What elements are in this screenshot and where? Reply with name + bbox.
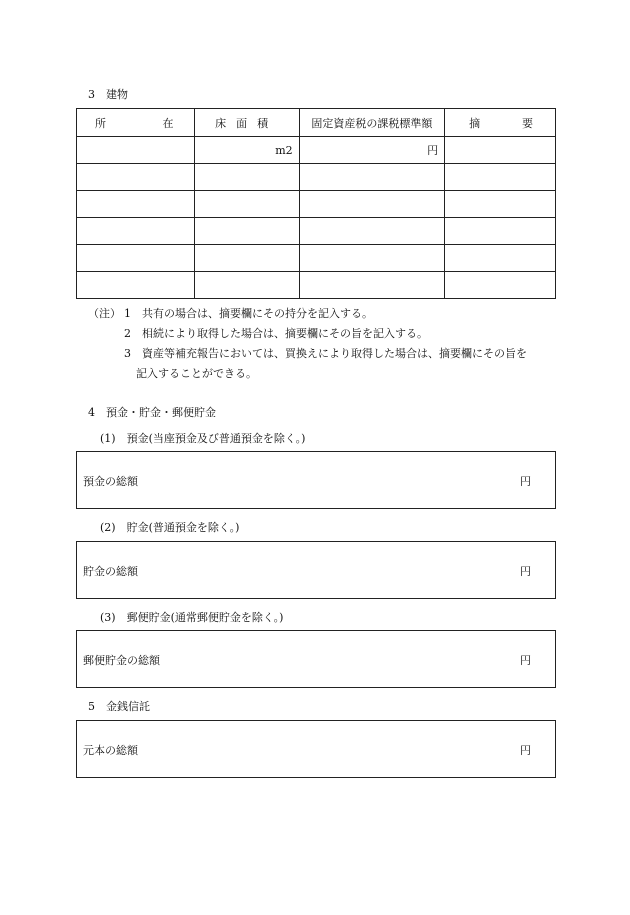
deposit-total-label: 預金の総額 bbox=[83, 475, 138, 488]
header-floor-area: 床面積 bbox=[194, 109, 299, 137]
cell-tax-base[interactable] bbox=[299, 218, 444, 245]
section-title-deposits: 4 預金・貯金・郵便貯金 bbox=[88, 406, 216, 419]
cell-location[interactable] bbox=[77, 164, 195, 191]
postal-savings-total-box[interactable] bbox=[76, 630, 556, 688]
note-1-text: 共有の場合は、摘要欄にその持分を記入する。 bbox=[142, 307, 373, 320]
table-row bbox=[77, 164, 556, 191]
note-2-text: 相続により取得した場合は、摘要欄にその旨を記入する。 bbox=[142, 327, 428, 340]
postal-savings-total-unit: 円 bbox=[520, 654, 531, 667]
cell-remarks[interactable] bbox=[445, 245, 556, 272]
cell-floor-area[interactable] bbox=[194, 191, 299, 218]
section-title-trust: 5 金銭信託 bbox=[88, 700, 150, 713]
notes-prefix: （注） bbox=[88, 307, 121, 320]
unit-area: m2 bbox=[275, 143, 293, 157]
table-row bbox=[77, 272, 556, 299]
cell-tax-base[interactable] bbox=[299, 191, 444, 218]
table-header-row bbox=[77, 109, 556, 137]
deposit-total-unit: 円 bbox=[520, 475, 531, 488]
cell-remarks[interactable] bbox=[445, 164, 556, 191]
cell-remarks[interactable] bbox=[445, 218, 556, 245]
savings-total-box[interactable] bbox=[76, 541, 556, 599]
trust-principal-box[interactable] bbox=[76, 720, 556, 778]
cell-floor-area[interactable] bbox=[194, 218, 299, 245]
savings-total-unit: 円 bbox=[520, 565, 531, 578]
table-row bbox=[77, 137, 556, 164]
trust-principal-label: 元本の総額 bbox=[83, 744, 138, 757]
savings-total-label: 貯金の総額 bbox=[83, 565, 138, 578]
note-3-text: 資産等補充報告においては、買換えにより取得した場合は、摘要欄にその旨を bbox=[142, 347, 527, 360]
subtitle-postal-savings: (3) 郵便貯金(通常郵便貯金を除く。) bbox=[100, 611, 284, 624]
header-location-a: 所 bbox=[95, 116, 106, 130]
note-3-num: 3 bbox=[124, 347, 131, 360]
cell-location[interactable] bbox=[77, 272, 195, 299]
cell-tax-base[interactable] bbox=[299, 164, 444, 191]
cell-floor-area[interactable] bbox=[194, 272, 299, 299]
cell-floor-area[interactable] bbox=[194, 245, 299, 272]
cell-floor-area[interactable] bbox=[194, 137, 299, 164]
cell-location[interactable] bbox=[77, 137, 195, 164]
unit-yen: 円 bbox=[427, 144, 439, 157]
cell-floor-area[interactable] bbox=[194, 164, 299, 191]
building-table bbox=[76, 108, 556, 299]
header-location-b: 在 bbox=[162, 116, 174, 130]
deposit-total-box[interactable] bbox=[76, 451, 556, 509]
header-remarks-a: 摘 bbox=[469, 116, 481, 130]
subtitle-deposit: (1) 預金(当座預金及び普通預金を除く。) bbox=[100, 432, 306, 445]
note-2-num: 2 bbox=[124, 327, 131, 340]
cell-remarks[interactable] bbox=[445, 137, 556, 164]
cell-remarks[interactable] bbox=[445, 272, 556, 299]
table-row bbox=[77, 191, 556, 218]
cell-tax-base[interactable] bbox=[299, 137, 444, 164]
table-row bbox=[77, 245, 556, 272]
cell-location[interactable] bbox=[77, 218, 195, 245]
note-1-num: 1 bbox=[124, 307, 131, 320]
cell-tax-base[interactable] bbox=[299, 245, 444, 272]
header-remarks-b: 要 bbox=[522, 116, 533, 130]
note-3-continuation: 記入することができる。 bbox=[136, 367, 257, 380]
postal-savings-total-label: 郵便貯金の総額 bbox=[83, 654, 160, 667]
cell-location[interactable] bbox=[77, 245, 195, 272]
subtitle-savings: (2) 貯金(普通預金を除く。) bbox=[100, 521, 240, 534]
cell-location[interactable] bbox=[77, 191, 195, 218]
cell-remarks[interactable] bbox=[445, 191, 556, 218]
header-location bbox=[77, 109, 195, 137]
table-row bbox=[77, 218, 556, 245]
trust-principal-unit: 円 bbox=[520, 744, 531, 757]
cell-tax-base[interactable] bbox=[299, 272, 444, 299]
section-title-building: 3 建物 bbox=[88, 88, 128, 101]
header-remarks bbox=[445, 109, 556, 137]
header-tax-base: 固定資産税の課税標準額 bbox=[299, 109, 444, 137]
